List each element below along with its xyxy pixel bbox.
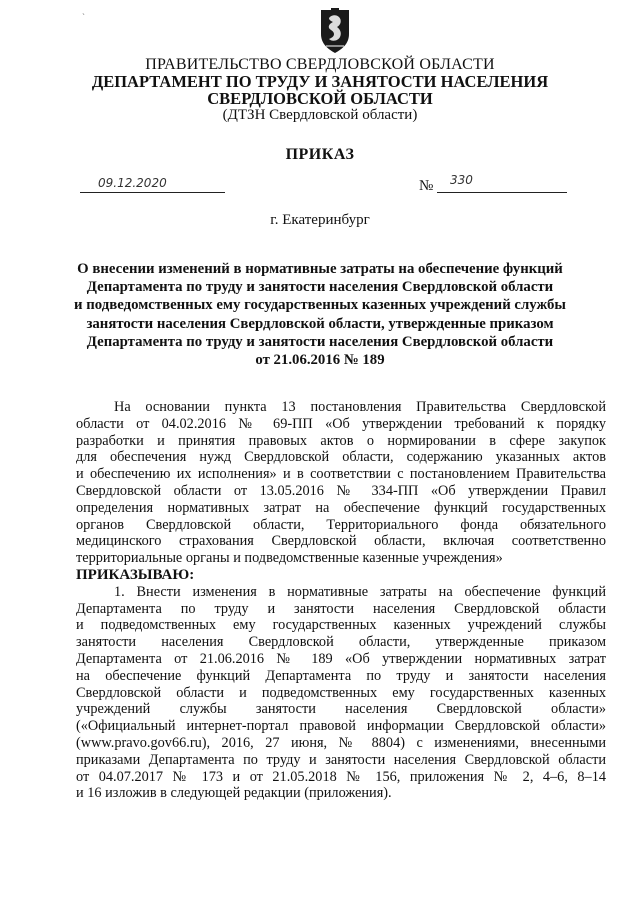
subject-line: и подведомственных ему государственных казенных учреждений службы [74,297,566,314]
department-name-line1: ДЕПАРТАМЕНТ ПО ТРУДУ И ЗАНЯТОСТИ НАСЕЛЕНИЯ [91,72,549,91]
item-line: Департамента от 21.06.2016 № 189 «Об утверждении нормативных затрат [76,650,606,667]
preamble-line: определения нормативных затрат на обеспечение функций государственных [76,499,606,516]
item-line: занятости населения Свердловской области, утвержденные приказом [76,634,606,651]
item-line: на обеспечение функций Департамента по труду и занятости населения [76,667,606,684]
date-underline [80,192,225,193]
order-body [76,399,606,802]
order-date: 09.12.2020 [98,176,167,190]
item-line: («Официальный интернет-портал правовой информации Свердловской области» [76,718,606,735]
department-abbreviation: (ДТЗН Свердловской области) [222,107,418,123]
item-line: и подведомственных ему государственных казенных учреждений службы [76,617,606,634]
order-heading: ПРИКАЗЫВАЮ: [76,566,195,583]
item-line: Департамента по труду и занятости населения Свердловской области [76,600,606,617]
item-line: (www.pravo.gov66.ru), 2016, 27 июня, № 8804) с изменениями, внесенными [76,734,606,751]
coat-of-arms-icon [318,8,352,54]
preamble-line: разработки и принятия правовых актов о нормировании в сфере закупок [76,432,606,449]
document-type-title: ПРИКАЗ [285,146,355,163]
preamble-line: для обеспечения нужд Свердловской области, содержанию указанных актов [76,449,606,466]
preamble-line: Свердловской области от 13.05.2016 № 334-ПП «Об утверждении Правил [76,482,606,499]
city: г. Екатеринбург [270,212,370,228]
preamble-line: органов Свердловской области, Территориального фонда обязательного [76,516,606,533]
preamble-line: территориальные органы и подведомственные казенные учреждения» [76,550,503,567]
subject-line: Департамента по труду и занятости населения Свердловской области [86,279,554,296]
item-line: приказами Департамента по труду и занятости населения Свердловской области [76,751,606,768]
preamble-line: На основании пункта 13 постановления Правительства Свердловской [114,399,606,415]
item-line: учреждений службы занятости населения Свердловской области» [76,701,606,718]
subject-line: от 21.06.2016 № 189 [255,352,385,369]
preamble-line: и обеспечению их исполнения» и в соответствии с постановлением Правительства [76,466,606,483]
item-line: 1. Внести изменения в нормативные затраты на обеспечение функций [114,583,606,600]
order-number: 330 [450,173,473,187]
government-name: ПРАВИТЕЛЬСТВО СВЕРДЛОВСКОЙ ОБЛАСТИ [145,56,495,73]
order-subject [70,260,570,369]
department-name-line2: СВЕРДЛОВСКОЙ ОБЛАСТИ [207,89,433,108]
item-line: и 16 изложив в следующей редакции (приложения). [76,785,392,802]
subject-line: О внесении изменений в нормативные затраты на обеспечение функций [77,261,563,277]
number-underline [437,192,567,193]
item-line: от 04.07.2017 № 173 и от 21.05.2018 № 156, приложения № 2, 4–6, 8–14 [76,768,606,785]
preamble-line: медицинского страхования Свердловской области, включая соответственно [76,533,606,550]
number-sign: № [419,178,434,194]
preamble-line: области от 04.02.2016 № 69-ПП «Об утверждении требований к порядку [76,415,606,432]
scan-mark: ˋ [82,12,85,22]
subject-line: Департамента по труду и занятости населения Свердловской области [86,333,554,350]
subject-line: занятости населения Свердловской области, утвержденные приказом [86,315,554,332]
item-line: Свердловской области и подведомственных ему государственных казенных [76,684,606,701]
